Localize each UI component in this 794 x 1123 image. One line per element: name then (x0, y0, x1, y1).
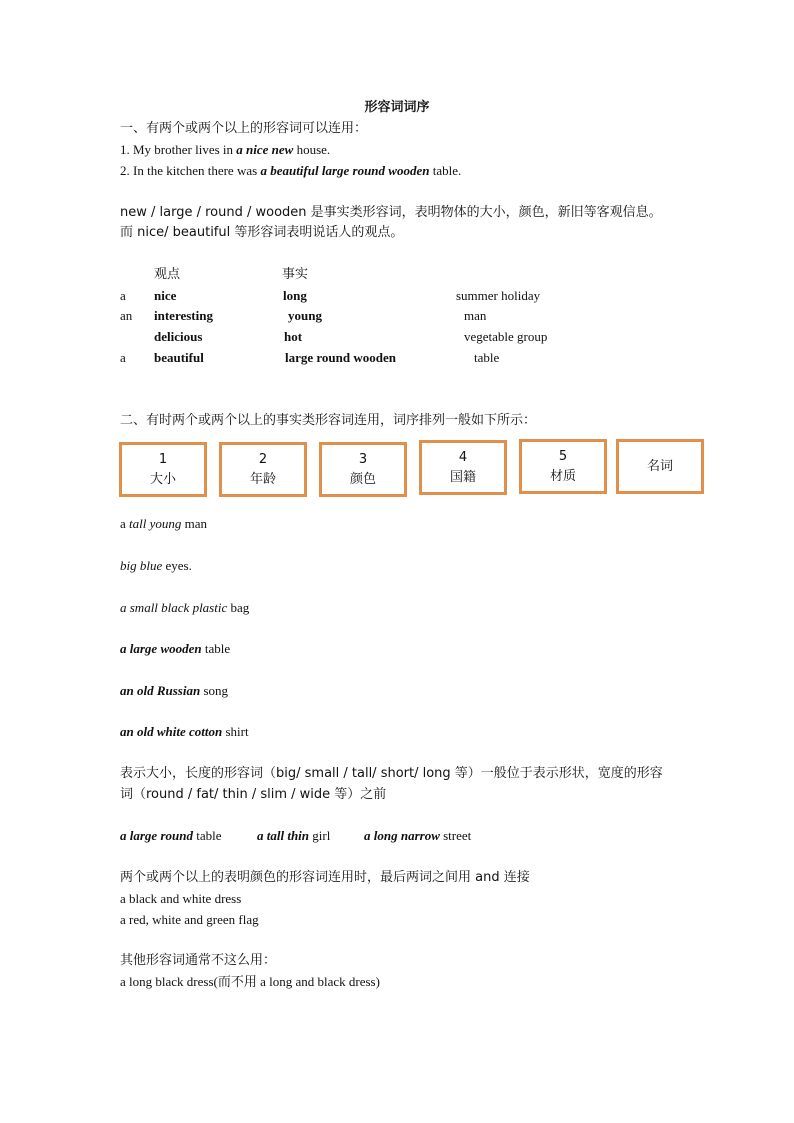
table-cell-article: an (120, 308, 133, 323)
table-cell-opinion: beautiful (154, 350, 204, 365)
order-box-color (319, 442, 407, 497)
example-old-white-cotton-shirt: an old white cotton shirt (120, 724, 249, 739)
table-cell-opinion: nice (154, 288, 177, 303)
table-cell-noun: vegetable group (464, 329, 548, 344)
table-cell-noun: summer holiday (456, 288, 541, 303)
example-old-russian-song: an old Russian song (120, 683, 229, 698)
example-large-wooden-table: a large wooden table (120, 641, 231, 656)
order-box-number: 3 (358, 451, 368, 467)
table-cell-noun: man (464, 308, 487, 323)
example-sentence-1: 1. My brother lives in a nice new house. (120, 142, 331, 157)
order-box-number: 2 (258, 451, 268, 467)
table-cell-opinion: delicious (154, 329, 203, 344)
example-black-and-white-dress: a black and white dress (120, 891, 242, 906)
table-header-opinion: 观点 (154, 267, 181, 282)
table-cell-fact: hot (284, 329, 303, 344)
section1-heading: 一、有两个或两个以上的形容词可以连用： (120, 121, 368, 136)
opinion-adjective-note: 而 nice/ beautiful 等形容词表明说话人的观点。 (120, 225, 404, 240)
example-big-blue-eyes: big blue eyes. (120, 558, 192, 573)
size-shape-rule-line1: 表示大小，长度的形容词（big/ small / tall/ short/ long 等）一般位于表示形状，宽度的形容 (120, 766, 663, 781)
example-long-black-dress: a long black dress(而不用 a long and black dress) (120, 974, 380, 989)
table-cell-article: a (120, 350, 126, 365)
order-box-label: 大小 (149, 471, 176, 487)
example-large-round-table: a large round table (120, 828, 222, 843)
order-box-number: 5 (558, 448, 568, 464)
fact-adjective-note: new / large / round / wooden 是事实类形容词，表明物体的大小，颜色，新旧等客观信息。 (120, 205, 662, 220)
example-small-black-plastic-bag: a small black plastic bag (120, 600, 250, 615)
order-box-label: 年龄 (249, 471, 276, 487)
page-title: 形容词词序 (364, 100, 430, 115)
order-box-material (519, 439, 607, 494)
section2-heading: 二、有时两个或两个以上的事实类形容词连用，词序排列一般如下所示： (120, 413, 537, 428)
color-rule: 两个或两个以上的表明颜色的形容词连用时，最后两词之间用 and 连接 (120, 870, 530, 885)
table-cell-fact: young (288, 308, 322, 323)
table-cell-fact: large round wooden (285, 350, 396, 365)
order-box-label: 材质 (549, 468, 576, 484)
order-box-label: 国籍 (449, 469, 476, 485)
order-box-label: 名词 (646, 458, 673, 474)
example-long-narrow-street: a long narrow street (364, 828, 472, 843)
table-header-fact: 事实 (282, 267, 309, 282)
example-sentence-2: 2. In the kitchen there was a beautiful large round wooden table. (120, 163, 462, 178)
example-red-white-green-flag: a red, white and green flag (120, 912, 259, 927)
order-box-size (119, 442, 207, 497)
order-box-number: 4 (458, 449, 468, 465)
size-shape-rule-line2: 词（round / fat/ thin / slim / wide 等）之前 (120, 787, 387, 802)
order-box-label: 颜色 (349, 471, 376, 487)
example-tall-young-man: a tall young man (120, 516, 208, 531)
order-box-nationality (419, 440, 507, 495)
table-cell-noun: table (474, 350, 500, 365)
table-cell-fact: long (283, 288, 307, 303)
order-box-noun (616, 439, 704, 494)
order-box-number: 1 (158, 451, 168, 467)
table-cell-opinion: interesting (154, 308, 213, 323)
example-tall-thin-girl: a tall thin girl (257, 828, 331, 843)
table-cell-article: a (120, 288, 126, 303)
other-rule: 其他形容词通常不这么用： (120, 953, 277, 968)
order-box-age (219, 442, 307, 497)
